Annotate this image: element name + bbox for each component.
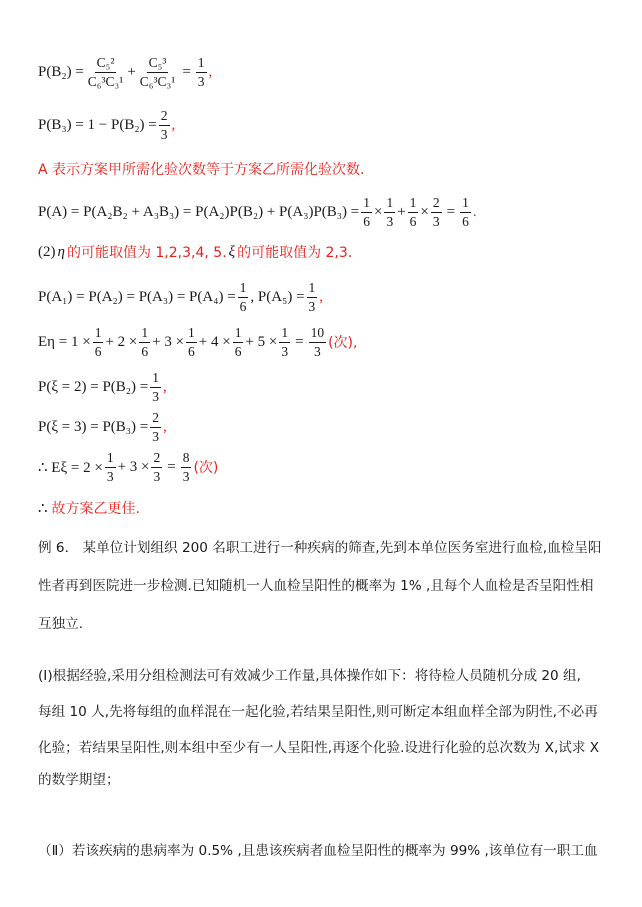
fraction: $\frac{1}{6}$ xyxy=(363,194,370,229)
fraction: $\frac{10}{3}$ xyxy=(310,324,325,359)
fraction: $\frac{2}{3}$ xyxy=(432,194,440,229)
fraction: $\frac{\text{C₅³}}{\text{C₆³C₃¹}}$ xyxy=(139,54,176,89)
fraction: $\frac{1}{6}$ xyxy=(141,324,149,359)
fraction: $\frac{\text{C₅²}}{\text{C₆³C₃¹}}$ xyxy=(87,54,124,89)
equation-p-a: P(A) = P(A₂B₂ + A₃B₃) = P(A₂)P(B₂) + P(A₃)P(B₃) = $\frac{1}{6}$ × $\frac{1}{3}$ + $\frac{1}{6}$ × $\frac{2}{3}$ = $\frac{1}{6}$ . xyxy=(38,194,477,229)
fraction: $\frac{1}{6}$ xyxy=(94,324,102,359)
fraction: $\frac{1}{6}$ xyxy=(239,279,247,314)
fraction: $\frac{2}{3}$ xyxy=(153,449,161,484)
equation-p-b3: P(B₃) = 1 − P(B₂) = $\frac{2}{3}$ , xyxy=(38,107,176,142)
equation-p-a-i: P(A₁) = P(A₂) = P(A₃) = P(A₄) = $\frac{1}{6}$ , P(A₅) = $\frac{1}{3}$ , xyxy=(38,279,324,314)
part-2-heading: (2) η 的可能取值为 1,2,3,4, 5. ξ 的可能取值为 2,3. xyxy=(38,243,353,261)
part-i-text xyxy=(38,660,618,796)
fraction: $\frac{2}{3}$ xyxy=(152,409,159,444)
event-a-definition: A 表示方案甲所需化验次数等于方案乙所需化验次数. xyxy=(38,162,365,178)
equation-p-xi-2: P(ξ = 2) = P(B₂) = $\frac{1}{3}$ , xyxy=(38,369,167,404)
conclusion: ∴ 故方案乙更佳. xyxy=(38,500,140,517)
text-line: 性者再到医院进一步检测.已知随机一人血检呈阳性的概率为 1% ,且每个人血检是否呈阳性相 xyxy=(38,578,594,594)
fraction: $\frac{1}{3}$ xyxy=(197,54,205,89)
fraction: $\frac{1}{3}$ xyxy=(106,449,114,484)
fraction: $\frac{2}{3}$ xyxy=(160,107,168,142)
part-ii-text xyxy=(38,835,618,867)
text-line: 化验；若结果呈阳性,则本组中至少有一人呈阳性,再逐个化验.设进行化验的总次数为 X,试求 X xyxy=(38,740,600,756)
equation-lhs: P(B₂) = xyxy=(38,63,84,80)
text-line: 例 6． 某单位计划组织 200 名职工进行一种疾病的筛查,先到本单位医务室进行血检,血检呈阳 xyxy=(38,540,602,556)
example-6-text xyxy=(38,532,618,640)
text-line: （Ⅱ）若该疾病的患病率为 0.5% ,且患该疾病者血检呈阳性的概率为 99% ,该单位有一职工血 xyxy=(38,843,598,859)
fraction: $\frac{1}{6}$ xyxy=(462,194,469,229)
equation-expectation-xi: ∴ Eξ = 2 × $\frac{1}{3}$ + 3 × $\frac{2}{3}$ = $\frac{8}{3}$ (次) xyxy=(38,449,219,484)
fraction: $\frac{1}{3}$ xyxy=(281,324,289,359)
text-line: 的数学期望； xyxy=(38,772,120,788)
text-line: 互独立. xyxy=(38,616,84,632)
fraction: $\frac{1}{3}$ xyxy=(152,369,159,404)
fraction: $\frac{1}{3}$ xyxy=(308,279,316,314)
fraction: $\frac{1}{3}$ xyxy=(386,194,394,229)
equation-p-b2: P(B₂) = $\frac{\text{C₅²}}{\text{C₆³C₃¹}}$ + $\frac{\text{C₅³}}{\text{C₆³C₃¹}}$ = $\frac{1}{3}$ , xyxy=(38,54,213,89)
fraction: $\frac{1}{6}$ xyxy=(188,324,195,359)
fraction: $\frac{1}{6}$ xyxy=(409,194,417,229)
equation-expectation-eta: Eη = 1 × $\frac{1}{6}$ + 2 × $\frac{1}{6}$ + 3 × $\frac{1}{6}$ + 4 × $\frac{1}{6}$ + 5 × $\frac{1}{3}$ = $\frac{10}{3}$ (次), xyxy=(38,324,358,359)
fraction: $\frac{8}{3}$ xyxy=(182,449,190,484)
equation-p-xi-3: P(ξ = 3) = P(B₃) = $\frac{2}{3}$ , xyxy=(38,409,167,444)
fraction: $\frac{1}{6}$ xyxy=(234,324,242,359)
text-line: 每组 10 人,先将每组的血样混在一起化验,若结果呈阳性,则可断定本组血样全部为阴性,不必再 xyxy=(38,704,598,720)
text-line: (I)根据经验,采用分组检测法可有效减少工作量,具体操作如下：将待检人员随机分成 20 组, xyxy=(38,668,581,684)
